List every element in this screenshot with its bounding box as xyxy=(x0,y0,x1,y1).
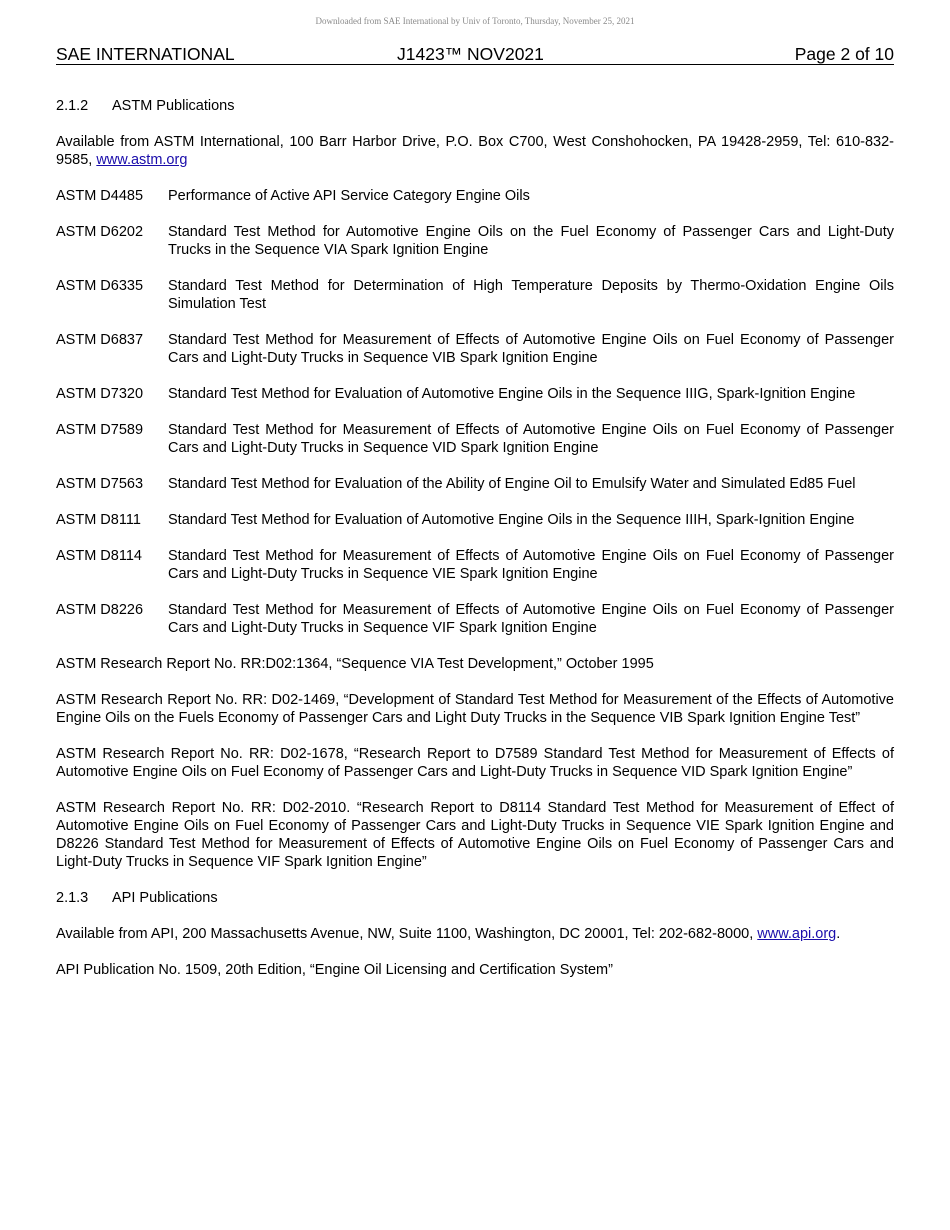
research-report: ASTM Research Report No. RR: D02-1678, “Research Report to D7589 Standard Test Method for Measurement of Effects of Automotive Engine Oils on Fuel Economy of Passenger Cars and Light-Duty Trucks in Sequence VID Spark Ignition Engine” xyxy=(56,746,894,780)
api-publication: API Publication No. 1509, 20th Edition, “Engine Oil Licensing and Certification System” xyxy=(56,962,613,978)
standard-code: ASTM D8111 xyxy=(56,512,141,528)
standard-title: Standard Test Method for Measurement of Effects of Automotive Engine Oils on Fuel Economy of Passenger Cars and Light-Duty Trucks in Sequence VID Spark Ignition Engine xyxy=(168,422,894,456)
standard-code: ASTM D7589 xyxy=(56,422,144,438)
standard-title: Performance of Active API Service Category Engine Oils xyxy=(168,188,530,204)
api-availability xyxy=(56,925,894,943)
standard-code: ASTM D6335 xyxy=(56,278,144,294)
standard-reference xyxy=(56,223,894,259)
section-title: ASTM Publications xyxy=(112,98,235,114)
standard-title: Standard Test Method for Evaluation of Automotive Engine Oils in the Sequence IIIG, Spark-Ignition Engine xyxy=(168,386,856,402)
header-page-number: Page 2 of 10 xyxy=(794,44,894,64)
section-number: 2.1.3 xyxy=(56,890,89,906)
api-section-heading xyxy=(56,889,894,907)
standard-title: Standard Test Method for Measurement of Effects of Automotive Engine Oils on Fuel Economy of Passenger Cars and Light-Duty Trucks in Sequence VIE Spark Ignition Engine xyxy=(168,548,894,582)
document-body xyxy=(56,97,894,997)
standard-title: Standard Test Method for Evaluation of the Ability of Engine Oil to Emulsify Water and Simulated Ed85 Fuel xyxy=(168,476,856,492)
standard-reference xyxy=(56,277,894,313)
research-report: ASTM Research Report No. RR: D02-2010. “Research Report to D8114 Standard Test Method for Measurement of Effect of Automotive Engine Oils on Fuel Economy of Passenger Cars and Light-Duty Trucks in Sequence VIE Spark Ignition Engine and D8226 Standard Test Method for Measurement of Effects of Automotive Engine Oils on Fuel Economy of Passenger Cars and Light-Duty Trucks in Sequence VIF Spark Ignition Engine” xyxy=(56,800,894,870)
standard-title: Standard Test Method for Determination of High Temperature Deposits by Thermo-Oxidation Engine Oils Simulation Test xyxy=(168,278,894,312)
api-availability-text: Available from API, 200 Massachusetts Avenue, NW, Suite 1100, Washington, DC 20001, Tel: 202-682-8000, xyxy=(56,926,758,942)
page-header xyxy=(56,44,894,65)
standard-reference xyxy=(56,511,894,529)
api-link[interactable]: www.api.org xyxy=(757,926,837,942)
standard-title: Standard Test Method for Measurement of Effects of Automotive Engine Oils on Fuel Economy of Passenger Cars and Light-Duty Trucks in Sequence VIB Spark Ignition Engine xyxy=(168,332,894,366)
standard-reference xyxy=(56,187,894,205)
section-title: API Publications xyxy=(112,890,218,906)
astm-link[interactable]: www.astm.org xyxy=(96,152,188,168)
standard-reference xyxy=(56,547,894,583)
research-report: ASTM Research Report No. RR: D02-1469, “Development of Standard Test Method for Measurement of the Effects of Automotive Engine Oils on the Fuels Economy of Passenger Cars and Light Duty Trucks in the Sequence VIB Spark Ignition Engine Test” xyxy=(56,692,894,726)
api-availability-suffix: . xyxy=(836,926,841,942)
standard-code: ASTM D6837 xyxy=(56,332,144,348)
astm-availability-text: Available from ASTM International, 100 Barr Harbor Drive, P.O. Box C700, West Conshohocken, PA 19428-2959, Tel: 610-832-9585, xyxy=(56,134,894,168)
standard-code: ASTM D6202 xyxy=(56,224,144,240)
header-org: SAE INTERNATIONAL xyxy=(56,44,235,64)
astm-standards-list xyxy=(56,187,894,637)
astm-section-heading xyxy=(56,97,894,115)
astm-reports-list xyxy=(56,655,894,871)
standard-reference xyxy=(56,385,894,403)
standard-reference xyxy=(56,475,894,493)
standard-reference xyxy=(56,421,894,457)
standard-reference xyxy=(56,601,894,637)
standard-title: Standard Test Method for Evaluation of Automotive Engine Oils in the Sequence IIIH, Spark-Ignition Engine xyxy=(168,512,855,528)
standard-code: ASTM D8114 xyxy=(56,548,142,564)
standard-reference xyxy=(56,331,894,367)
standard-title: Standard Test Method for Automotive Engine Oils on the Fuel Economy of Passenger Cars and Light-Duty Trucks in the Sequence VIA Spark Ignition Engine xyxy=(168,224,894,258)
standard-code: ASTM D7563 xyxy=(56,476,144,492)
standard-code: ASTM D8226 xyxy=(56,602,144,618)
section-number: 2.1.2 xyxy=(56,98,89,114)
standard-code: ASTM D4485 xyxy=(56,188,144,204)
header-doc-id: J1423™ NOV2021 xyxy=(397,44,544,64)
research-report: ASTM Research Report No. RR:D02:1364, “Sequence VIA Test Development,” October 1995 xyxy=(56,656,654,672)
astm-availability xyxy=(56,133,894,169)
standard-title: Standard Test Method for Measurement of Effects of Automotive Engine Oils on Fuel Economy of Passenger Cars and Light-Duty Trucks in Sequence VIF Spark Ignition Engine xyxy=(168,602,894,636)
standard-code: ASTM D7320 xyxy=(56,386,144,402)
download-watermark: Downloaded from SAE International by Univ of Toronto, Thursday, November 25, 2021 xyxy=(315,16,635,26)
